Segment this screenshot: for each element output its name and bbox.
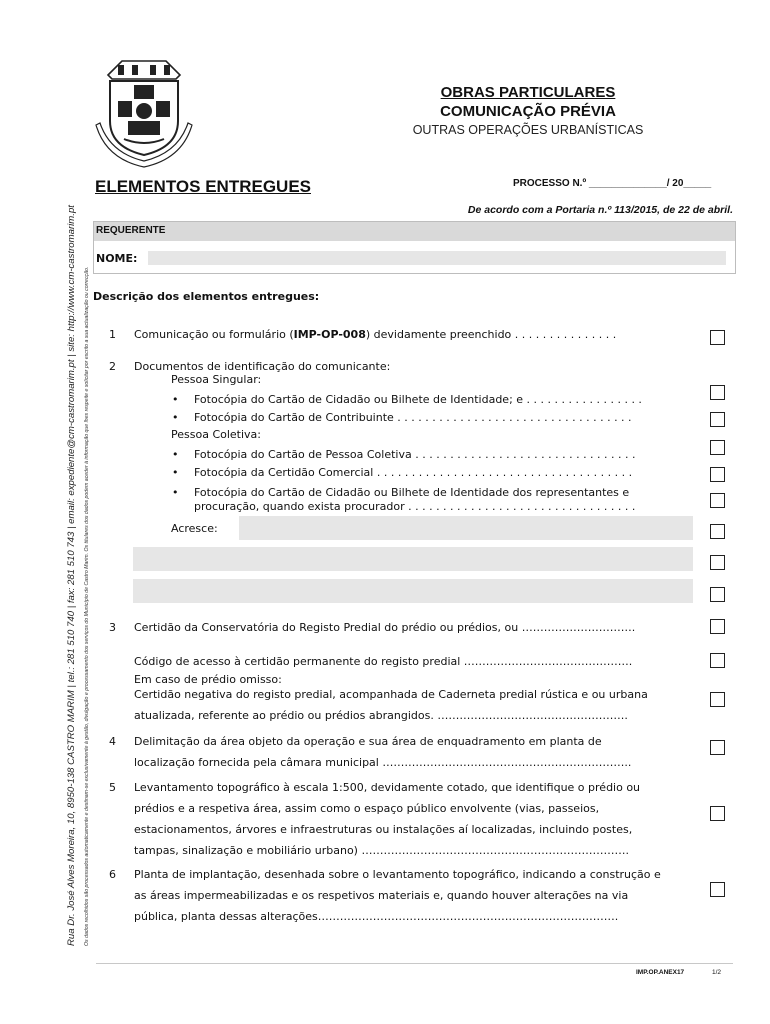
acresce-3-checkbox[interactable] [710,587,725,602]
nome-input[interactable] [148,251,726,265]
item-number: 1 [109,328,116,341]
item-6-line2: as áreas impermeabilizadas e os respetivos materiais e, quando houver alterações na via [134,889,629,902]
sidebar-privacy-note: Os dados recolhidos são processados automaticamente e destinam-se exclusivamente à gestão, divulgação e processamento dos serviços do Município de Castro Marim. Os titulares dos dados podem aceder à informação que lhes respeite e solicitar por escrito a sua actualização ou correcção. [84,266,90,946]
bullet: • [172,411,179,424]
footer-form-code: IMP.OP.ANEX17 [636,969,685,976]
bullet: • [172,486,179,499]
item-1-text [134,328,616,341]
item-2-coletiva-2-checkbox[interactable] [710,467,725,482]
item-3-omisso-label: Em caso de prédio omisso: [134,673,282,686]
item-1-form-code: IMP-OP-008 [293,328,366,341]
item-number: 5 [109,781,116,794]
requerente-header [94,222,735,241]
item-3-text: Certidão da Conservatória do Registo Predial do prédio ou prédios, ou …………………………. [134,621,636,634]
item-2-coletiva-1: Fotocópia do Cartão de Pessoa Coletiva . . . . . . . . . . . . . . . . . . . . . . . . . . . . . . . . [194,448,636,461]
item-3-checkbox[interactable] [710,619,725,634]
item-3-omisso-line1: Certidão negativa do registo predial, acompanhada de Caderneta predial rústica e ou urbana [134,688,648,701]
sidebar-address: Rua Dr. José Alves Moreira, 10, 8950-138 CASTRO MARIM | tel.: 281 510 740 | fax: 281 510 743 | email: expediente@cm-castromarim.pt | site: http://www.cm-castromarim.pt [66,205,77,946]
acresce-input-2[interactable] [133,547,693,571]
item-2-singular-2-checkbox[interactable] [710,412,725,427]
item-4-line1: Delimitação da área objeto da operação e sua área de enquadramento em planta de [134,735,602,748]
item-2-coletiva-3-checkbox[interactable] [710,493,725,508]
pessoa-singular-label: Pessoa Singular: [171,373,262,386]
item-4-checkbox[interactable] [710,740,725,755]
header-outras-operacoes: OUTRAS OPERAÇÕES URBANÍSTICAS [412,123,644,137]
item-2-singular-2: Fotocópia do Cartão de Contribuinte . . . . . . . . . . . . . . . . . . . . . . . . . . . . . . . . . . [194,411,632,424]
item-5-line1: Levantamento topográfico à escala 1:500, devidamente cotado, que identifique o prédio ou [134,781,641,794]
bullet: • [172,466,179,479]
item-number: 6 [109,868,116,881]
pessoa-coletiva-label: Pessoa Coletiva: [171,428,261,441]
item-4-line2: localização fornecida pela câmara municipal ………………………………………………………….. [134,756,632,769]
requerente-box [93,221,736,274]
item-5-line3: estacionamentos, árvores e infraestruturas ou instalações aí localizadas, incluindo postes, [134,823,633,836]
item-3-omisso-checkbox[interactable] [710,692,725,707]
acresce-1-checkbox[interactable] [710,524,725,539]
footer-divider [96,963,733,964]
bullet: • [172,393,179,406]
item-2-coletiva-1-checkbox[interactable] [710,440,725,455]
nome-label: NOME: [96,252,138,265]
coat-of-arms-logo [88,55,200,173]
item-3-omisso-line2: atualizada, referente ao prédio ou prédios abrangidos. ……………………………………………. [134,709,628,722]
bullet: • [172,448,179,461]
item-6-checkbox[interactable] [710,882,725,897]
footer-page-number: 1/2 [712,969,722,976]
acresce-input-1[interactable] [239,516,693,540]
acresce-2-checkbox[interactable] [710,555,725,570]
item-2-coletiva-3-line1: Fotocópia do Cartão de Cidadão ou Bilhete de Identidade dos representantes e [194,486,630,499]
item-2-text: Documentos de identificação do comunicante: [134,360,391,373]
item-3-codigo-acesso: Código de acesso à certidão permanente do registo predial ………………………………………. [134,655,633,668]
requerente-heading: REQUERENTE [96,225,166,236]
page-title: ELEMENTOS ENTREGUES [95,177,311,196]
item-number: 4 [109,735,116,748]
header-obras-particulares: OBRAS PARTICULARES [440,84,616,101]
item-1-checkbox[interactable] [710,330,725,345]
item-1-text-post: ) devidamente preenchido . . . . . . . . . . . . . . . [365,328,617,341]
acresce-label: Acresce: [171,522,218,535]
processo-number-field[interactable]: PROCESSO N.º ______________/ 20_____ [513,178,712,189]
item-3-codigo-checkbox[interactable] [710,653,725,668]
item-6-line3: pública, planta dessas alterações………………………………………………………………………. [134,910,619,923]
item-2-singular-1-checkbox[interactable] [710,385,725,400]
descricao-heading: Descrição dos elementos entregues: [93,290,320,303]
item-2-coletiva-3-line2: procuração, quando exista procurador . . . . . . . . . . . . . . . . . . . . . . . . . . . . . . . . . [194,500,636,513]
item-number: 3 [109,621,116,634]
item-2-coletiva-2: Fotocópia da Certidão Comercial . . . . . . . . . . . . . . . . . . . . . . . . . . . . . . . . . . . . . [194,466,633,479]
item-5-line2: prédios e a respetiva área, assim como o espaço público envolvente (vias, passeios, [134,802,600,815]
item-6-line1: Planta de implantação, desenhada sobre o levantamento topográfico, indicando a construção e [134,868,661,881]
item-5-checkbox[interactable] [710,806,725,821]
item-5-line4: tampas, sinalização e mobiliário urbano) ………………………………………………………………. [134,844,629,857]
portaria-reference: De acordo com a Portaria n.º 113/2015, de 22 de abril. [467,204,733,216]
item-1-text-pre: Comunicação ou formulário ( [134,328,294,341]
acresce-input-3[interactable] [133,579,693,603]
item-2-singular-1: Fotocópia do Cartão de Cidadão ou Bilhete de Identidade; e . . . . . . . . . . . . . . . . . [194,393,642,406]
header-comunicacao-previa: COMUNICAÇÃO PRÉVIA [440,103,616,120]
item-number: 2 [109,360,116,373]
